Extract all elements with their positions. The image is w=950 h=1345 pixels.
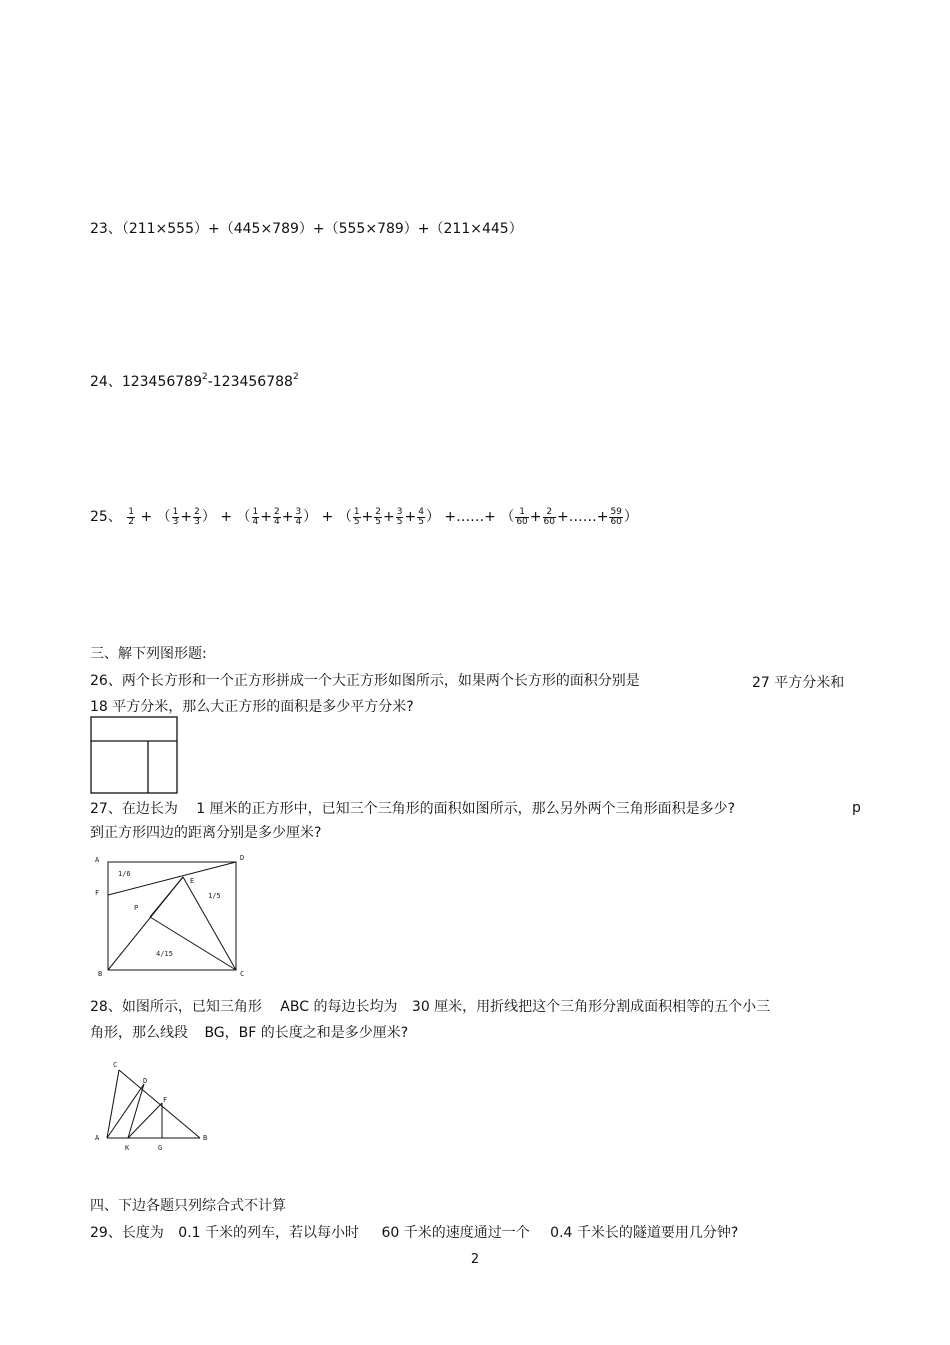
section-3-heading: 三、解下列图形题: — [90, 646, 207, 662]
question-28-text-d: 角形，那么线段 — [90, 1025, 188, 1041]
question-27-line-1 — [90, 800, 735, 818]
area-1-5: 1/5 — [208, 892, 221, 900]
paren-open: （ — [500, 509, 515, 525]
fraction: $\frac{1}{2}$ — [128, 506, 135, 527]
label-b: B — [203, 1134, 208, 1142]
question-29-text-b: 0.1 千米的列车，若以每小时 — [178, 1225, 359, 1241]
question-29 — [90, 1224, 738, 1242]
fraction: $\frac{59}{60}$ — [610, 506, 622, 527]
plus-sign: + — [484, 509, 496, 525]
label-p: P — [134, 904, 139, 912]
question-26-line-2: 18 平方分米，那么大正方形的面积是多少平方分米? — [90, 699, 414, 715]
fraction: $\frac{1}{5}$ — [353, 506, 360, 527]
fraction: $\frac{1}{4}$ — [252, 506, 259, 527]
plus-sign: + — [361, 509, 374, 525]
plus-sign: + — [140, 509, 153, 525]
fraction: $\frac{1}{60}$ — [516, 506, 528, 527]
fraction: $\frac{2}{4}$ — [273, 506, 280, 527]
label-b: B — [98, 970, 103, 978]
plus-sign: + — [596, 509, 609, 525]
question-27-text-b: 1 厘米的正方形中，已知三个三角形的面积如图所示，那么另外两个三角形面积是多少? — [196, 801, 736, 817]
fraction: $\frac{4}{5}$ — [418, 506, 424, 527]
fraction: $\frac{2}{5}$ — [375, 506, 382, 527]
fraction: $\frac{2}{3}$ — [194, 506, 200, 527]
label-g: G — [158, 1144, 163, 1152]
fraction: $\frac{3}{4}$ — [295, 506, 302, 527]
question-23 — [90, 220, 523, 238]
question-28-text-e: BG，BF 的长度之和是多少厘米? — [204, 1025, 409, 1041]
label-a: A — [95, 1134, 100, 1142]
question-25-label: 25、 — [90, 509, 122, 525]
question-24-mid: -123456788 — [207, 374, 293, 390]
question-28-line-2 — [90, 1024, 408, 1042]
question-28-text-a: 28、如图所示，已知三角形 — [90, 999, 262, 1015]
fraction: $\frac{2}{60}$ — [543, 506, 555, 527]
plus-sign: + — [404, 509, 417, 525]
figure-27-square — [92, 850, 252, 980]
paren-close: ） — [425, 509, 440, 525]
label-f: F — [95, 889, 100, 897]
paren-open: （ — [337, 509, 352, 525]
question-29-text-d: 0.4 千米长的隧道要用几分钟? — [550, 1225, 739, 1241]
paren-open: （ — [156, 509, 171, 525]
exponent-1: 2 — [201, 372, 208, 382]
plus-sign: + — [444, 509, 457, 525]
outer-square — [91, 717, 177, 793]
label-a: A — [95, 856, 100, 864]
label-d: D — [143, 1077, 148, 1085]
label-e: E — [190, 877, 195, 885]
plus-sign: + — [383, 509, 395, 525]
label-c: C — [113, 1061, 118, 1069]
area-4-15: 4/15 — [156, 950, 173, 958]
question-28-text-c: 30 厘米，用折线把这个三角形分割成面积相等的五个小三 — [411, 999, 771, 1015]
segment-a-d — [107, 1084, 144, 1138]
question-27-line-2: 到正方形四边的距离分别是多少厘米? — [90, 825, 322, 841]
side-ac — [107, 1070, 119, 1138]
plus-sign: + — [556, 509, 569, 525]
question-27-text-a: 27、在边长为 — [90, 801, 178, 817]
label-d: D — [240, 854, 245, 862]
label-k: K — [125, 1144, 130, 1152]
line-e-c — [183, 877, 236, 970]
plus-sign: + — [220, 509, 233, 525]
paren-close: ） — [201, 509, 216, 525]
figure-26-squares — [90, 716, 180, 796]
ellipsis: …… — [568, 509, 597, 525]
question-26-line-1-end: 27 平方分米和 — [752, 675, 845, 691]
plus-sign: + — [321, 509, 334, 525]
plus-sign: + — [529, 509, 542, 525]
ellipsis: …… — [456, 509, 485, 525]
figure-28-triangle — [90, 1058, 220, 1158]
label-f: F — [163, 1096, 168, 1104]
fraction: $\frac{1}{3}$ — [172, 506, 179, 527]
question-23-text: 23、（211×555）+（445×789）+（555×789）+（211×445） — [90, 221, 523, 237]
plus-sign: + — [281, 509, 294, 525]
area-1-6: 1/6 — [118, 870, 131, 878]
question-29-text-c: 60 千米的速度通过一个 — [381, 1225, 530, 1241]
plus-sign: + — [180, 509, 193, 525]
label-c: C — [240, 970, 245, 978]
question-24 — [90, 373, 299, 393]
page-number: 2 — [470, 1252, 480, 1267]
exponent-2: 2 — [292, 372, 299, 382]
question-26-line-1: 26、两个长方形和一个正方形拼成一个大正方形如图所示，如果两个长方形的面积分别是 — [90, 673, 640, 689]
question-25 — [90, 506, 638, 528]
point-p-label: p — [852, 800, 861, 816]
question-28-text-b: ABC 的每边长均为 — [280, 999, 398, 1015]
line-p-c — [150, 917, 236, 970]
paren-close: ） — [623, 509, 638, 525]
section-4-heading: 四、下边各题只列综合式不计算 — [90, 1198, 286, 1214]
paren-open: （ — [236, 509, 251, 525]
question-29-text-a: 29、长度为 — [90, 1225, 164, 1241]
question-24-prefix: 24、123456789 — [90, 374, 202, 390]
paren-close: ） — [303, 509, 318, 525]
plus-sign: + — [260, 509, 272, 525]
fraction: $\frac{3}{5}$ — [396, 506, 403, 527]
question-28-line-1 — [90, 998, 770, 1016]
